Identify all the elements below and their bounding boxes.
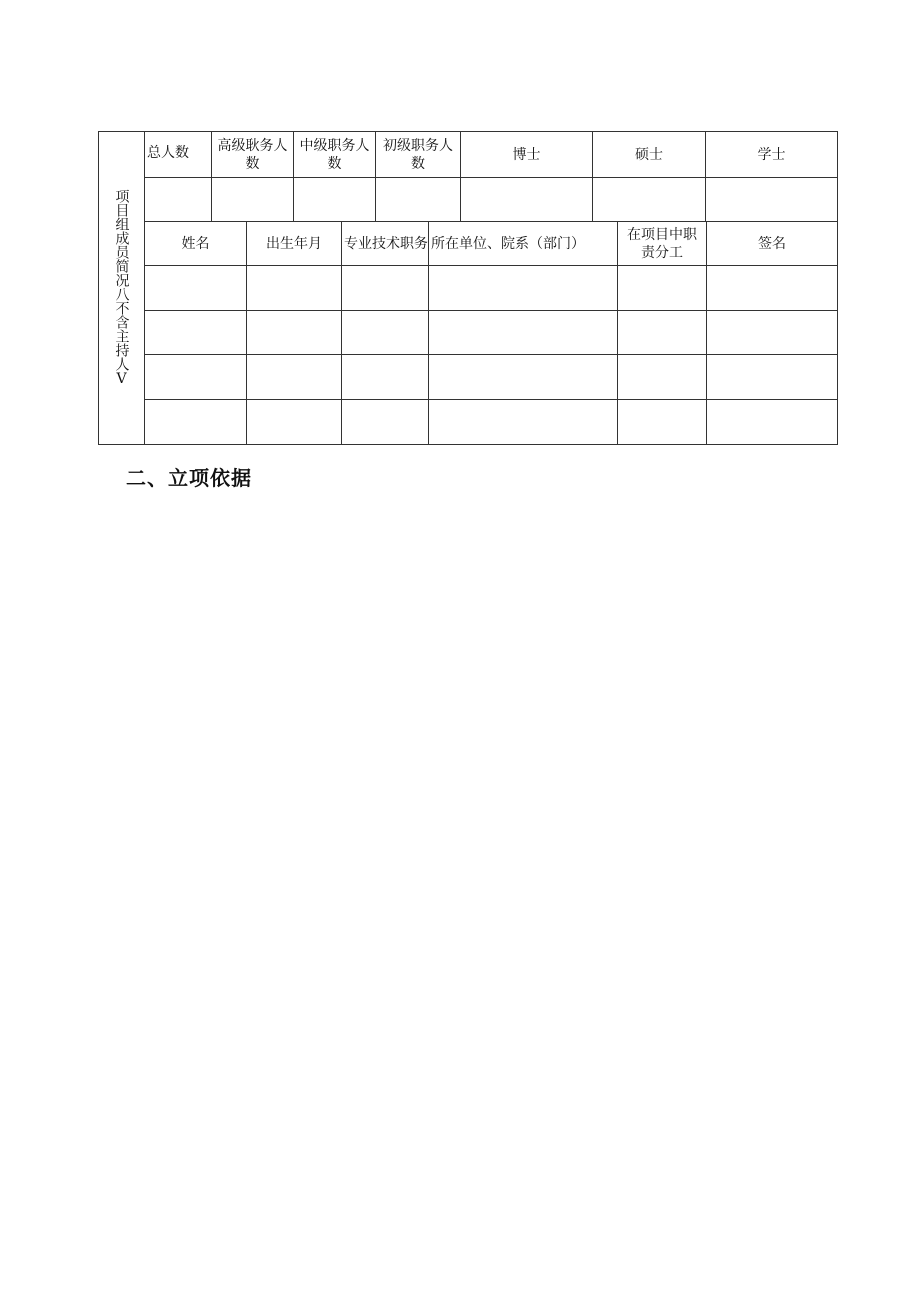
value-phd[interactable] <box>460 177 593 222</box>
table-row-cell[interactable] <box>428 354 618 400</box>
table-row-cell[interactable] <box>428 265 618 311</box>
table-row-cell[interactable] <box>617 265 707 311</box>
table-row-cell[interactable] <box>144 310 247 355</box>
header-intermediate: 中级职务人数 <box>293 131 376 178</box>
header-junior: 初级职务人数 <box>375 131 461 178</box>
header-phd: 博士 <box>460 131 593 178</box>
table-row-cell[interactable] <box>246 310 342 355</box>
value-junior[interactable] <box>375 177 461 222</box>
side-label: 项目组成员简况八不含主持人V <box>113 189 130 387</box>
value-total[interactable] <box>144 177 212 222</box>
section-heading: 二、立项依据 <box>126 466 252 490</box>
table-row-cell[interactable] <box>706 354 838 400</box>
table-row-cell[interactable] <box>144 265 247 311</box>
table-row-cell[interactable] <box>706 310 838 355</box>
table-row-cell[interactable] <box>617 354 707 400</box>
table-row-cell[interactable] <box>428 399 618 445</box>
header-title: 专业技术职务 <box>341 221 429 266</box>
header-unit: 所在单位、院系（部门） <box>428 221 618 266</box>
header-name: 姓名 <box>144 221 247 266</box>
table-row-cell[interactable] <box>144 354 247 400</box>
table-row-cell[interactable] <box>246 265 342 311</box>
value-senior[interactable] <box>211 177 294 222</box>
header-bachelor: 学士 <box>705 131 838 178</box>
table-row-cell[interactable] <box>341 310 429 355</box>
value-bachelor[interactable] <box>705 177 838 222</box>
table-row-cell[interactable] <box>341 265 429 311</box>
value-master[interactable] <box>592 177 706 222</box>
table-row-cell[interactable] <box>246 354 342 400</box>
table-row-cell[interactable] <box>428 310 618 355</box>
header-signature: 签名 <box>706 221 838 266</box>
header-total: 总人数 <box>144 131 212 178</box>
table-row-cell[interactable] <box>706 265 838 311</box>
table-row-cell[interactable] <box>706 399 838 445</box>
value-intermediate[interactable] <box>293 177 376 222</box>
table-row-cell[interactable] <box>341 399 429 445</box>
header-birth: 出生年月 <box>246 221 342 266</box>
table-row-cell[interactable] <box>246 399 342 445</box>
header-master: 硕士 <box>592 131 706 178</box>
table-row-cell[interactable] <box>617 399 707 445</box>
table-row-cell[interactable] <box>341 354 429 400</box>
table-row-cell[interactable] <box>144 399 247 445</box>
header-senior: 高级耿务人数 <box>211 131 294 178</box>
member-form-table <box>98 131 838 445</box>
table-row-cell[interactable] <box>617 310 707 355</box>
header-role: 在项目中职责分工 <box>617 221 707 266</box>
side-label-cell <box>98 131 145 445</box>
